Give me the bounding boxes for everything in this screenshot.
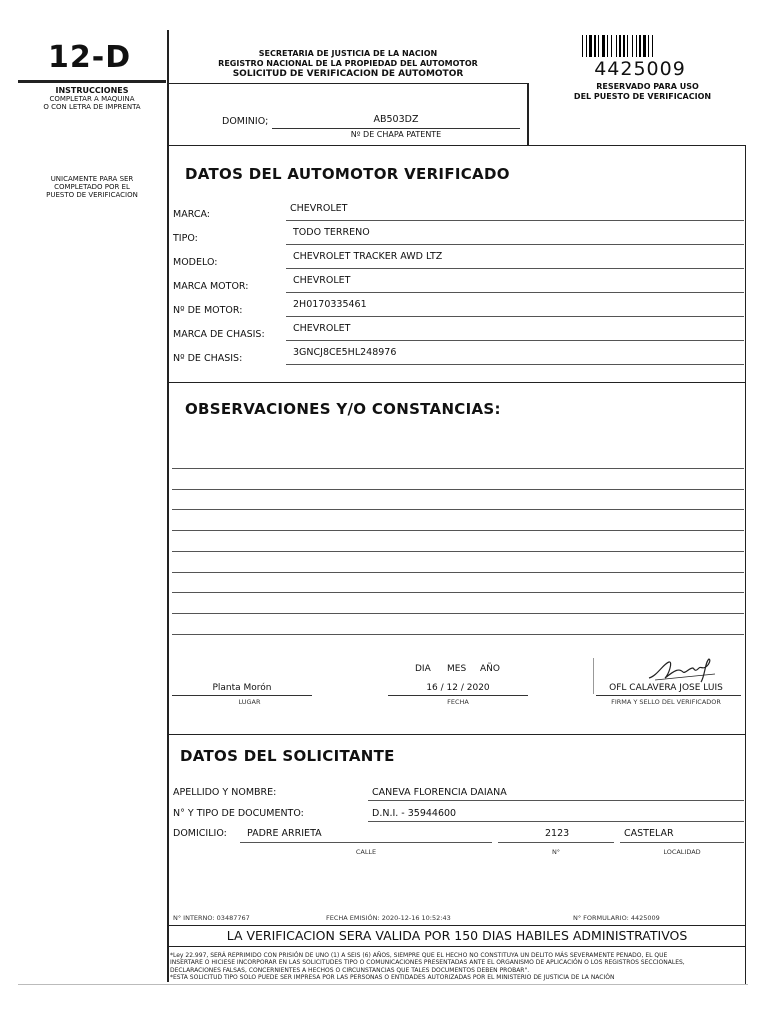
observation-line[interactable]	[172, 592, 744, 593]
marca-chasis-label: MARCA DE CHASIS:	[173, 329, 265, 340]
numero-motor-value[interactable]: 2H0170335461	[293, 299, 367, 310]
header-bottom-rule	[168, 83, 528, 84]
tipo-label: TIPO:	[173, 233, 198, 244]
marca-motor-label: MARCA MOTOR:	[173, 281, 249, 292]
verifier-underline	[596, 695, 741, 696]
observations-title: OBSERVACIONES Y/O CONSTANCIAS:	[185, 400, 501, 418]
place-underline	[172, 695, 312, 696]
barcode-bar	[602, 35, 605, 57]
barcode-bar	[648, 35, 649, 57]
validity-bottom-rule	[168, 946, 746, 947]
marca-chasis-underline	[286, 340, 744, 341]
numero-motor-label: Nº DE MOTOR:	[173, 305, 243, 316]
verifier-caption: FIRMA Y SELLO DEL VERIFICADOR	[611, 698, 721, 706]
barcode-bar	[586, 35, 587, 57]
barcode-bar	[616, 35, 617, 57]
tipo-value[interactable]: TODO TERRENO	[293, 227, 370, 238]
form-number: N° FORMULARIO: 4425009	[573, 914, 660, 922]
dominio-value[interactable]: AB503DZ	[373, 114, 419, 125]
place-value[interactable]: Planta Morón	[212, 683, 272, 693]
right-border	[745, 145, 746, 985]
barcode-number: 4425009	[594, 58, 686, 80]
marca-value[interactable]: CHEVROLET	[290, 203, 348, 214]
side-note-line1: UNICAMENTE PARA SER	[50, 175, 134, 183]
vehicle-section-top-rule	[168, 145, 746, 146]
observations-section-rule	[168, 382, 746, 383]
street-caption: CALLE	[355, 848, 377, 856]
applicant-section-title: DATOS DEL SOLICITANTE	[180, 747, 395, 765]
barcode	[582, 35, 700, 57]
barcode-bar	[619, 35, 621, 57]
barcode-bar	[611, 35, 612, 57]
org-line1: SECRETARIA DE JUSTICIA DE LA NACION	[258, 49, 438, 58]
address-label: DOMICILIO:	[173, 828, 227, 839]
applicant-name-value[interactable]: CANEVA FLORENCIA DAIANA	[372, 787, 507, 798]
reserved-line1: RESERVADO PARA USO	[596, 82, 699, 91]
issue-date: FECHA EMISIÓN: 2020-12-16 10:52:43	[326, 914, 451, 922]
barcode-bar	[639, 35, 641, 57]
barcode-bar	[623, 35, 625, 57]
observation-line[interactable]	[172, 530, 744, 531]
barcode-bar	[652, 35, 653, 57]
observation-line[interactable]	[172, 613, 744, 614]
verifier-signature	[645, 656, 725, 684]
validity-top-rule	[168, 925, 746, 926]
observation-line[interactable]	[172, 509, 744, 510]
left-column-divider	[167, 30, 169, 982]
dominio-caption: Nº DE CHAPA PATENTE	[350, 130, 442, 139]
legal-line: DECLARACIONES FALSAS, CONCERNIENTES A HECHOS O CIRCUNSTANCIAS QUE TALES DOCUMENTOS DEBEN PROBAR".	[170, 966, 530, 974]
place-caption: LUGAR	[238, 698, 261, 706]
reserved-line2: DEL PUESTO DE VERIFICACION	[573, 92, 712, 101]
numero-chasis-value[interactable]: 3GNCJ8CE5HL248976	[293, 347, 397, 358]
modelo-underline	[286, 268, 744, 269]
locality-underline	[620, 842, 744, 843]
applicant-name-label: APELLIDO Y NOMBRE:	[173, 787, 277, 798]
dominio-underline	[272, 128, 520, 129]
street-number-underline	[498, 842, 614, 843]
street-number-value[interactable]: 2123	[545, 828, 570, 839]
header-right-vertical	[527, 83, 529, 145]
modelo-value[interactable]: CHEVROLET TRACKER AWD LTZ	[293, 251, 443, 262]
numero-chasis-underline	[286, 364, 744, 365]
street-value[interactable]: PADRE ARRIETA	[247, 828, 322, 839]
locality-value[interactable]: CASTELAR	[624, 828, 674, 839]
side-note-line3: PUESTO DE VERIFICACION	[46, 191, 138, 199]
date-value[interactable]: 16 / 12 / 2020	[426, 683, 490, 693]
marca-underline	[286, 220, 744, 221]
legal-line: *ESTA SOLICITUD TIPO SOLO PUEDE SER IMPRESA POR LAS PERSONAS O ENTIDADES AUTORIZADAS POR EL MINISTERIO DE JUSTICIA DE LA NACIÓN	[170, 973, 615, 981]
applicant-name-underline	[368, 800, 744, 801]
page-bottom-rule	[18, 984, 748, 985]
org-line2: REGISTRO NACIONAL DE LA PROPIEDAD DEL AUTOMOTOR	[218, 59, 478, 68]
numero-motor-underline	[286, 316, 744, 317]
signature-box-edge	[593, 658, 594, 694]
barcode-bar	[589, 35, 592, 57]
internal-number: N° INTERNO: 03487767	[173, 914, 250, 922]
instructions-line2: O CON LETRA DE IMPRENTA	[43, 103, 141, 111]
marca-chasis-value[interactable]: CHEVROLET	[293, 323, 351, 334]
barcode-bar	[627, 35, 628, 57]
header-left-rule	[18, 80, 166, 83]
barcode-bar	[598, 35, 599, 57]
observation-line[interactable]	[172, 489, 744, 490]
verifier-name: OFL CALAVERA JOSE LUIS	[609, 683, 723, 693]
side-note-line2: COMPLETADO POR EL	[54, 183, 130, 191]
date-underline	[388, 695, 528, 696]
applicant-doc-value[interactable]: D.N.I. - 35944600	[372, 808, 457, 819]
observation-line[interactable]	[172, 551, 744, 552]
barcode-bar	[643, 35, 646, 57]
observation-line[interactable]	[172, 572, 744, 573]
street-underline	[240, 842, 492, 843]
legal-notice	[170, 952, 745, 981]
legal-line: INSERTARE O HICIESE INCORPORAR EN LAS SOLICITUDES TIPO O COMUNICACIONES PRESENTADAS ANTE EL ORGANISMO DE APLICACIÓN O LOS REGISTROS SECCIONALES,	[170, 959, 685, 967]
legal-line: *Ley 22.997, SERÁ REPRIMIDO CON PRISIÓN DE UNO (1) A SEIS (6) AÑOS, SIEMPRE QUE EL HECHO NO CONSTITUYA UN DELITO MÁS SEVERAMENTE PENADO, EL QUE	[170, 952, 668, 959]
instructions-line1: COMPLETAR A MAQUINA	[49, 95, 135, 103]
marca-label: MARCA:	[173, 209, 210, 220]
dominio-label: DOMINIO;	[222, 116, 269, 127]
barcode-bar	[636, 35, 637, 57]
barcode-bar	[632, 35, 633, 57]
year-label: AÑO	[480, 664, 500, 674]
barcode-bar	[594, 35, 596, 57]
barcode-bar	[582, 35, 583, 57]
observation-line[interactable]	[172, 468, 744, 469]
validity-notice: LA VERIFICACION SERA VALIDA POR 150 DIAS HABILES ADMINISTRATIVOS	[226, 928, 688, 943]
street-number-caption: N°	[551, 848, 561, 856]
locality-caption: LOCALIDAD	[663, 848, 701, 856]
form-title: SOLICITUD DE VERIFICACION DE AUTOMOTOR	[232, 69, 464, 79]
applicant-doc-underline	[368, 821, 744, 822]
modelo-label: MODELO:	[173, 257, 218, 268]
day-label: DIA	[415, 664, 431, 674]
applicant-doc-label: N° Y TIPO DE DOCUMENTO:	[173, 808, 304, 819]
barcode-bar	[607, 35, 608, 57]
numero-chasis-label: Nº DE CHASIS:	[173, 353, 243, 364]
month-label: MES	[447, 664, 467, 674]
applicant-section-rule	[168, 734, 746, 735]
date-caption: FECHA	[447, 698, 469, 706]
marca-motor-value[interactable]: CHEVROLET	[293, 275, 351, 286]
tipo-underline	[286, 244, 744, 245]
form-code: 12-D	[48, 40, 132, 75]
marca-motor-underline	[286, 292, 744, 293]
vehicle-section-title: DATOS DEL AUTOMOTOR VERIFICADO	[185, 165, 510, 183]
observation-line[interactable]	[172, 634, 744, 635]
instructions-title: INSTRUCCIONES	[55, 86, 129, 95]
